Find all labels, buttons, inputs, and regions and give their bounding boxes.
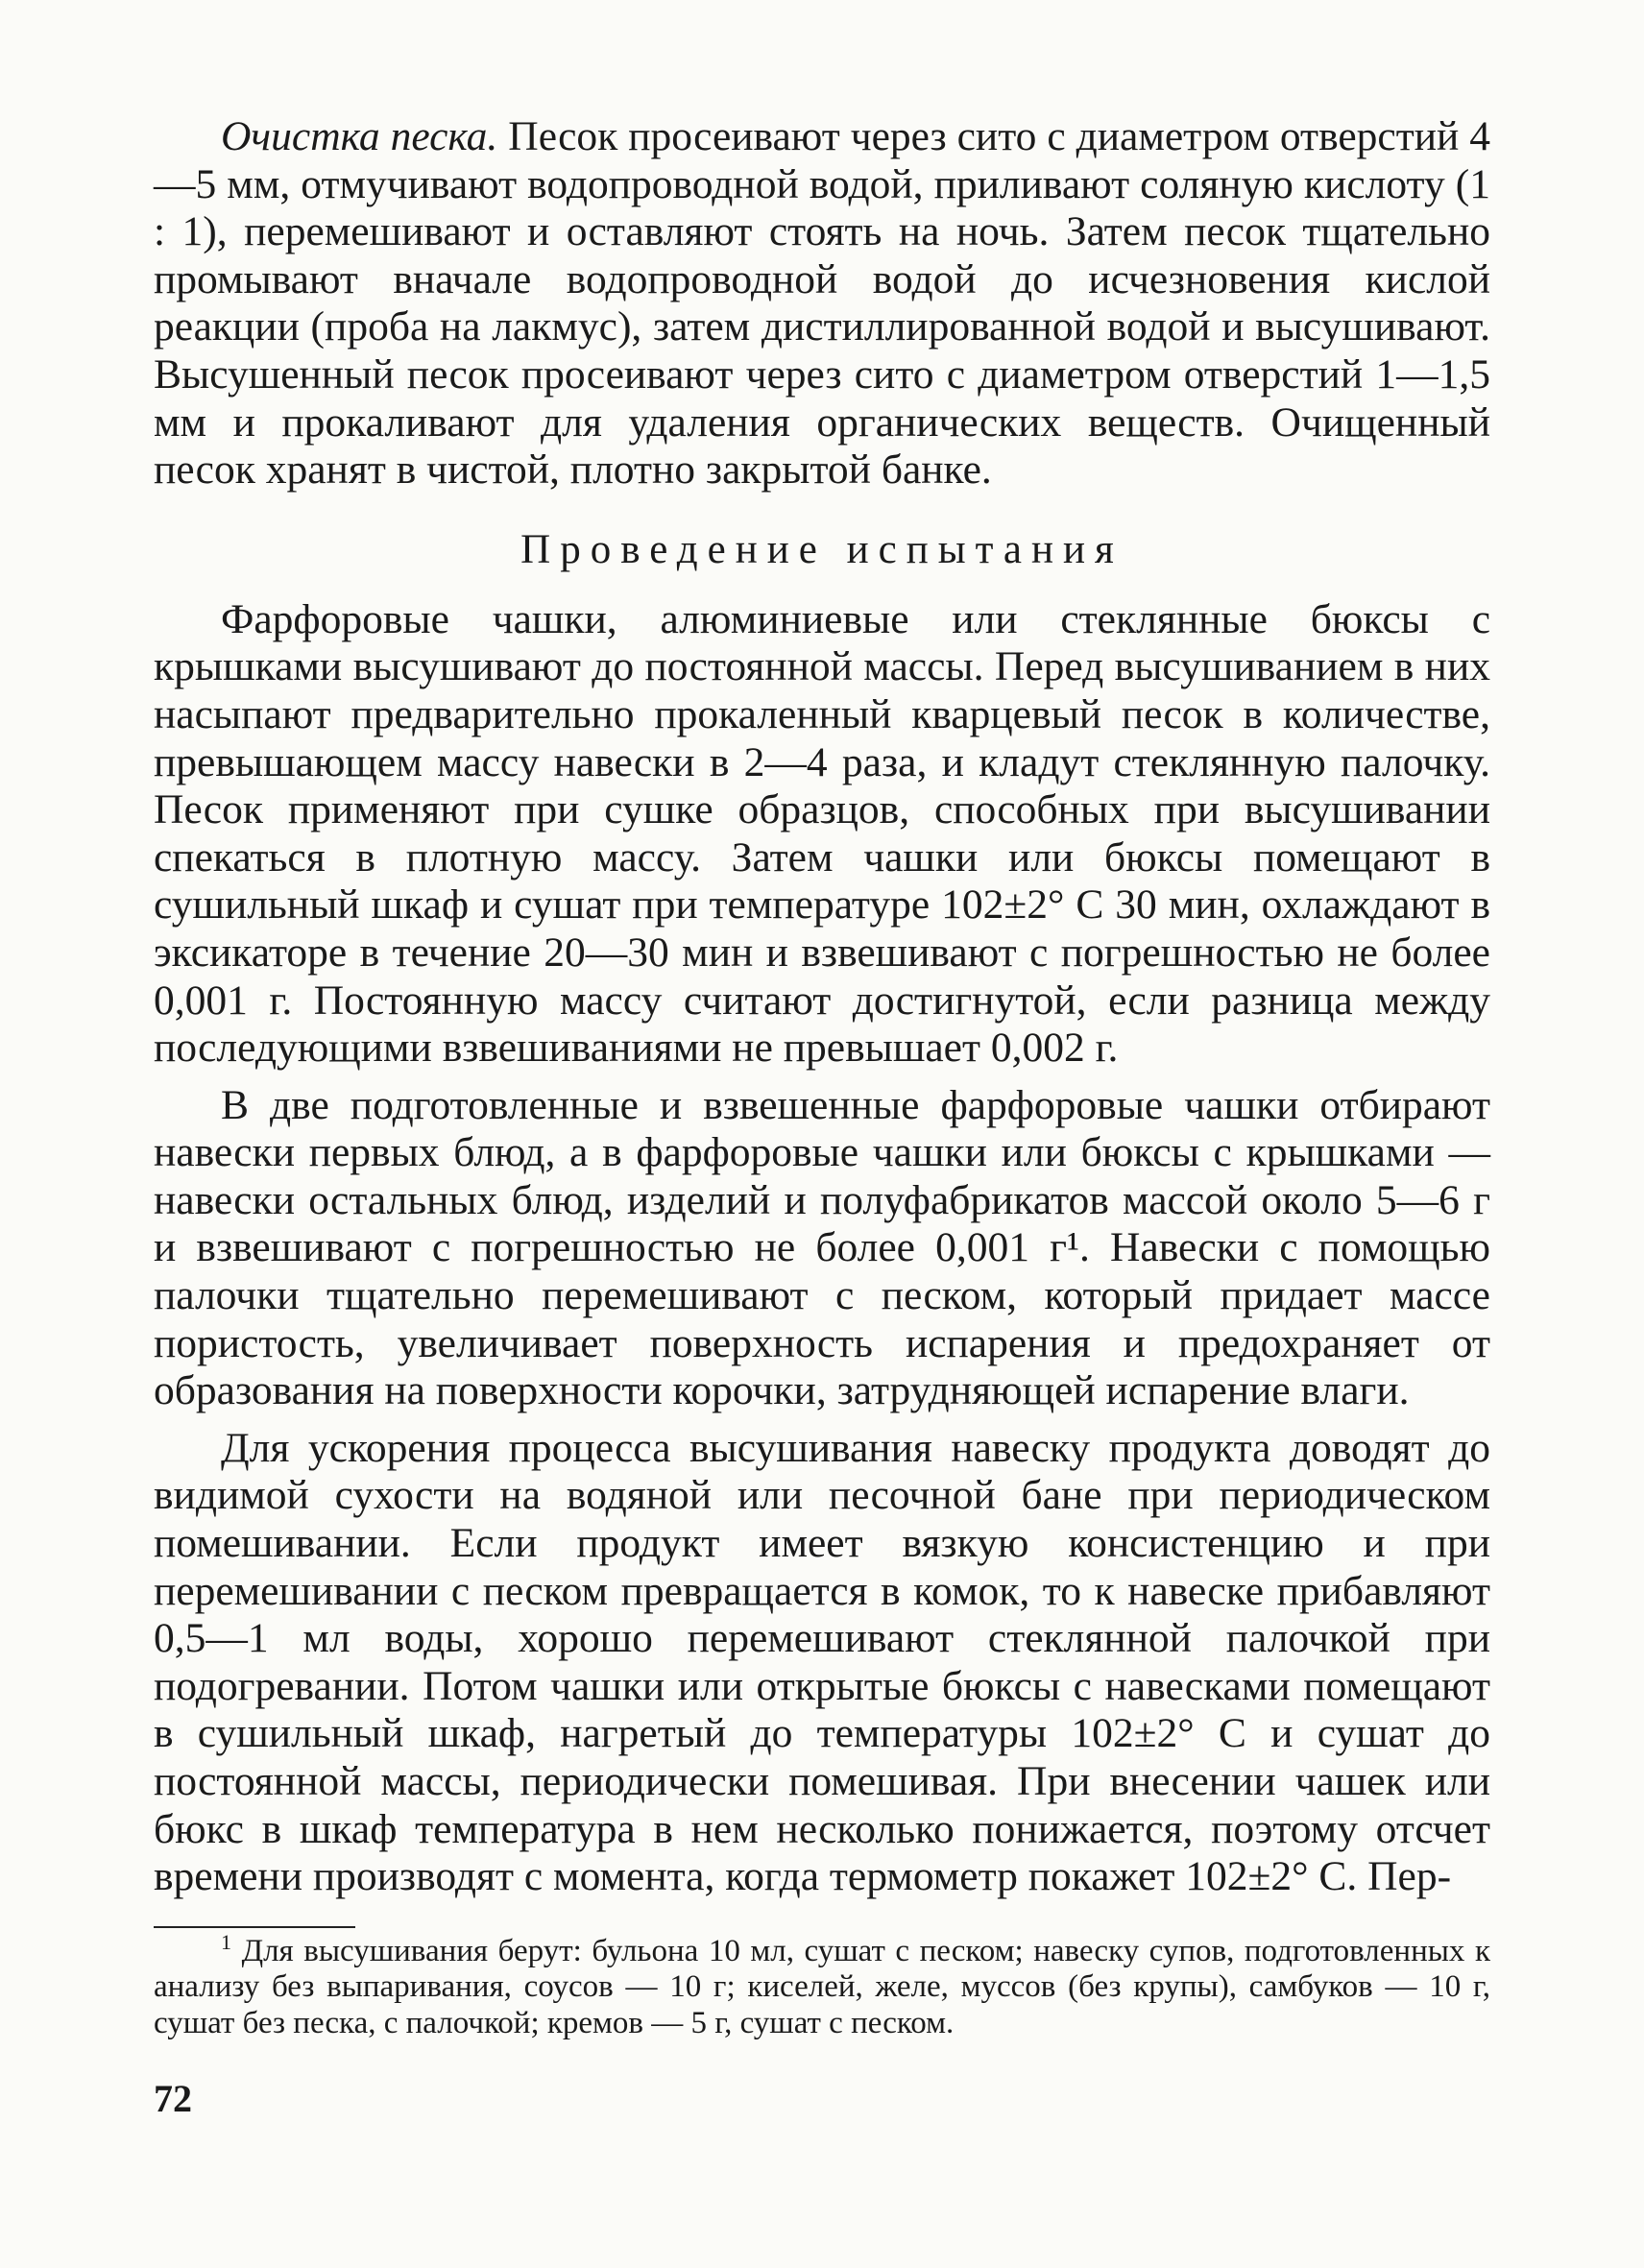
footnote-mark: 1 [221, 1929, 231, 1954]
paragraph-text: Песок просеивают через сито с диаметром отверстий 4—5 мм, отмучивают водопроводной водой, приливают соляную кислоту (1 : 1), перемешивают и оставляют стоять на ночь. Затем песок тщательно промывают вначале водопроводной водой до исчезновения кислой реакции (проба на лакмус), затем дистиллированной водой и высушивают. Высушенный песок просеивают через сито с диаметром отверстий 1—1,5 мм и прокаливают для удаления органических веществ. Очищенный песок хранят в чистой, плотно закрытой банке. [154, 113, 1491, 494]
footnote-text: Для высушивания берут: бульона 10 мл, сушат с песком; навеску супов, подготовленных к анализу без выпаривания, соусов — 10 г; киселей, желе, муссов (без крупы), самбуков — 10 г, сушат без песка, с палочкой; кремов — 5 г, сушат с песком. [154, 1933, 1491, 2040]
page-number: 72 [154, 2077, 192, 2121]
section-heading: Проведение испытания [520, 526, 1124, 572]
paragraph-3: Для ускорения процесса высушивания навеску продукта доводят до видимой сухости на водяной или песочной бане при периодическом помешивании. Если продукт имеет вязкую консистенцию и при перемешивании с песком превращается в комок, то к навеске прибавляют 0,5—1 мл воды, хорошо перемешивают стеклянной палочкой при подогревании. Потом чашки или открытые бюксы с навесками помещают в сушильный шкаф, нагретый до температуры 102±2° С и сушат до постоянной массы, периодически помешивая. При внесении чашек или бюкс в шкаф температура в нем несколько понижается, поэтому отсчет времени производят с момента, когда термометр покажет 102±2° С. Пер- [154, 1424, 1490, 1900]
paragraph-sand-cleaning [154, 113, 1490, 495]
run-in-title: Очистка песка. [221, 113, 498, 159]
footnote-separator [154, 1926, 355, 1928]
document-page [154, 113, 1490, 2121]
paragraph-1: Фарфоровые чашки, алюминиевые или стеклянные бюксы с крышками высушивают до постоянной массы. Перед высушиванием в них насыпают предварительно прокаленный кварцевый песок в количестве, превышающем массу навески в 2—4 раза, и кладут стеклянную палочку. Песок применяют при сушке образцов, способных при высушивании спекаться в плотную массу. Затем чашки или бюксы помещают в сушильный шкаф и сушат при температуре 102±2° С 30 мин, охлаждают в эксикаторе в течение 20—30 мин и взвешивают с погрешностью не более 0,001 г. Постоянную массу считают достигнутой, если разница между последующими взвешиваниями не превышает 0,002 г. [154, 595, 1490, 1072]
paragraph-2: В две подготовленные и взвешенные фарфоровые чашки отбирают навески первых блюд, а в фарфоровые чашки или бюксы с крышками — навески остальных блюд, изделий и полуфабрикатов массой около 5—6 г и взвешивают с погрешностью не более 0,001 г¹. Навески с помощью палочки тщательно перемешивают с песком, который придает массе пористость, увеличивает поверхность испарения и предохраняет от образования на поверхности корочки, затрудняющей испарение влаги. [154, 1081, 1490, 1414]
footnote [154, 1929, 1491, 2042]
